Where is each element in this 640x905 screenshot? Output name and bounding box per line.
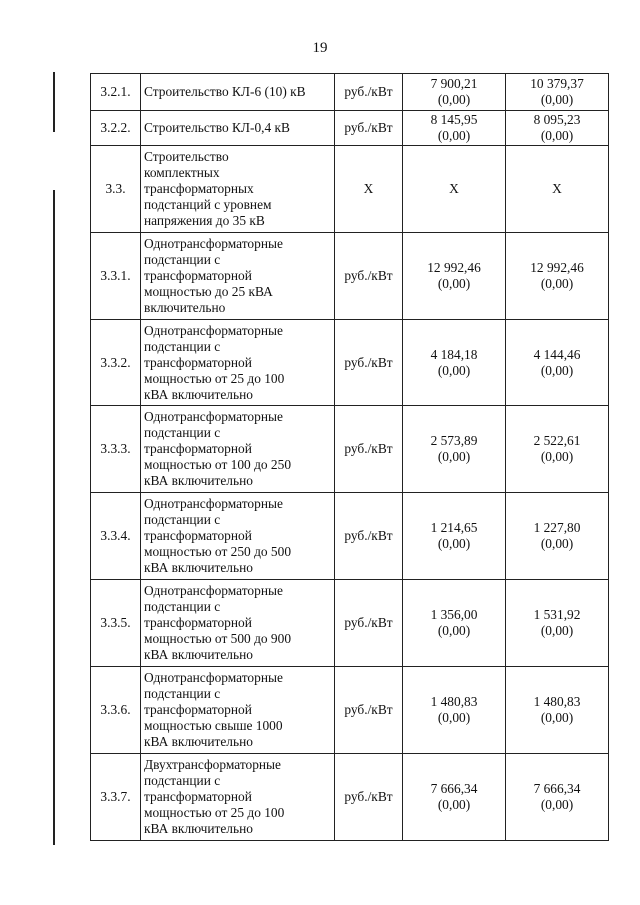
description-line: кВА включительно (144, 473, 253, 488)
row-unit: руб./кВт (335, 406, 403, 493)
value-amount: 7 900,21 (430, 76, 478, 91)
value-note: (0,00) (540, 92, 574, 107)
row-value-first (403, 580, 506, 667)
value-amount: 4 144,46 (533, 346, 581, 362)
value-amount: 10 379,37 (530, 76, 584, 91)
row-value-second (506, 754, 609, 841)
value-amount: 7 666,34 (533, 781, 581, 796)
value-note: (0,00) (540, 536, 574, 551)
description-line: мощностью от 25 до 100 (144, 805, 285, 820)
description-line: включительно (144, 300, 226, 315)
value-amount: 1 227,80 (533, 520, 581, 535)
row-value-first (403, 74, 506, 111)
value-note: (0,00) (540, 449, 574, 464)
description-line: подстанции с (144, 599, 221, 614)
row-value-second (506, 233, 609, 320)
description-line: Строительство КЛ-0,4 кВ (144, 120, 290, 135)
row-value-first (403, 493, 506, 580)
description-line: трансформаторной (144, 789, 252, 804)
table-row (91, 146, 609, 233)
row-number: 3.3.4. (91, 493, 141, 580)
description-line: трансформаторной (144, 615, 252, 630)
description-line: Однотрансформаторные (144, 322, 283, 338)
value-note: (0,00) (437, 536, 471, 551)
description-line: подстанции с (144, 338, 221, 354)
row-value-second (506, 406, 609, 493)
description-line: мощностью от 500 до 900 (144, 631, 292, 646)
row-description (141, 493, 335, 580)
row-unit: руб./кВт (335, 580, 403, 667)
row-value-second (506, 111, 609, 146)
value-amount: 12 992,46 (530, 260, 584, 275)
row-number: 3.3.2. (91, 320, 141, 406)
description-line: подстанции с (144, 252, 221, 267)
row-value-second (506, 74, 609, 111)
row-description (141, 111, 335, 146)
value-note: (0,00) (540, 797, 574, 812)
row-value-second (506, 146, 609, 233)
description-line: Однотрансформаторные (144, 583, 283, 598)
row-description (141, 406, 335, 493)
value-note: (0,00) (437, 449, 471, 464)
row-unit: руб./кВт (335, 111, 403, 146)
description-line: Однотрансформаторные (144, 496, 283, 511)
table-row (91, 406, 609, 493)
table-row (91, 320, 609, 406)
value-note: (0,00) (437, 797, 471, 812)
description-line: комплектных (144, 165, 220, 180)
value-note: (0,00) (437, 362, 471, 378)
row-value-first (403, 146, 506, 233)
tariff-table (90, 73, 609, 841)
row-unit: руб./кВт (335, 667, 403, 754)
row-number: 3.3.6. (91, 667, 141, 754)
value-amount: 2 522,61 (533, 433, 581, 448)
value-note: (0,00) (437, 710, 471, 725)
margin-change-bar (53, 190, 55, 845)
row-description (141, 74, 335, 111)
value-amount: 12 992,46 (427, 260, 481, 275)
margin-change-bar (53, 72, 55, 132)
description-line: трансформаторной (144, 354, 252, 370)
row-value-second (506, 493, 609, 580)
description-line: кВА включительно (144, 734, 253, 749)
table-row (91, 111, 609, 146)
row-description (141, 233, 335, 320)
row-unit: руб./кВт (335, 233, 403, 320)
table-row (91, 754, 609, 841)
row-number: 3.3.3. (91, 406, 141, 493)
row-description (141, 580, 335, 667)
value-note: (0,00) (540, 362, 574, 378)
tariff-table-body (91, 74, 609, 841)
description-line: трансформаторной (144, 528, 252, 543)
value-amount: 1 356,00 (430, 607, 478, 622)
row-number: 3.2.1. (91, 74, 141, 111)
table-row (91, 667, 609, 754)
value-note: (0,00) (540, 276, 574, 291)
value-amount: X (449, 181, 459, 196)
value-note: (0,00) (437, 276, 471, 291)
row-value-first (403, 406, 506, 493)
row-description (141, 667, 335, 754)
row-number: 3.3. (91, 146, 141, 233)
row-value-second (506, 320, 609, 406)
value-amount: 1 214,65 (430, 520, 478, 535)
row-unit: руб./кВт (335, 74, 403, 111)
description-line: кВА включительно (144, 647, 253, 662)
description-line: мощностью от 250 до 500 (144, 544, 292, 559)
description-line: Однотрансформаторные (144, 670, 283, 685)
value-note: (0,00) (437, 623, 471, 638)
row-number: 3.3.7. (91, 754, 141, 841)
description-line: напряжения до 35 кВ (144, 213, 265, 228)
row-value-second (506, 667, 609, 754)
row-value-second (506, 580, 609, 667)
description-line: подстанций с уровнем (144, 197, 272, 212)
row-value-first (403, 111, 506, 146)
row-description (141, 320, 335, 406)
row-number: 3.3.1. (91, 233, 141, 320)
description-line: мощностью от 100 до 250 (144, 457, 292, 472)
table-row (91, 493, 609, 580)
description-line: мощностью от 25 до 100 (144, 370, 285, 386)
row-unit: X (335, 146, 403, 233)
value-amount: 4 184,18 (430, 346, 478, 362)
description-line: Строительство КЛ-6 (10) кВ (144, 84, 306, 99)
description-line: подстанции с (144, 773, 221, 788)
value-amount: 8 095,23 (533, 112, 581, 127)
description-line: трансформаторной (144, 268, 252, 283)
value-note: (0,00) (540, 710, 574, 725)
row-number: 3.2.2. (91, 111, 141, 146)
table-row (91, 233, 609, 320)
value-note: (0,00) (540, 128, 574, 143)
row-unit: руб./кВт (335, 320, 403, 406)
value-amount: 2 573,89 (430, 433, 478, 448)
description-line: Двухтрансформаторные (144, 757, 281, 772)
table-row (91, 580, 609, 667)
description-line: подстанции с (144, 425, 221, 440)
description-line: трансформаторной (144, 441, 252, 456)
value-amount: X (552, 181, 562, 196)
table-row (91, 74, 609, 111)
description-line: кВА включительно (144, 386, 253, 402)
value-note: (0,00) (540, 623, 574, 638)
row-value-first (403, 233, 506, 320)
value-note: (0,00) (437, 128, 471, 143)
description-line: Однотрансформаторные (144, 236, 283, 251)
description-line: мощностью до 25 кВА (144, 284, 273, 299)
value-note: (0,00) (437, 92, 471, 107)
page-number: 19 (312, 40, 328, 56)
description-line: трансформаторной (144, 702, 252, 717)
row-number: 3.3.5. (91, 580, 141, 667)
row-unit: руб./кВт (335, 493, 403, 580)
value-amount: 8 145,95 (430, 112, 478, 127)
value-amount: 1 480,83 (430, 694, 478, 709)
row-unit: руб./кВт (335, 754, 403, 841)
description-line: подстанции с (144, 512, 221, 527)
description-line: кВА включительно (144, 821, 253, 836)
description-line: подстанции с (144, 686, 221, 701)
row-description (141, 754, 335, 841)
description-line: Однотрансформаторные (144, 409, 283, 424)
description-line: трансформаторных (144, 181, 254, 196)
value-amount: 7 666,34 (430, 781, 478, 796)
row-value-first (403, 754, 506, 841)
row-description (141, 146, 335, 233)
description-line: кВА включительно (144, 560, 253, 575)
description-line: мощностью свыше 1000 (144, 718, 283, 733)
description-line: Строительство (144, 149, 229, 164)
value-amount: 1 531,92 (533, 607, 581, 622)
row-value-first (403, 667, 506, 754)
row-value-first (403, 320, 506, 406)
value-amount: 1 480,83 (533, 694, 581, 709)
